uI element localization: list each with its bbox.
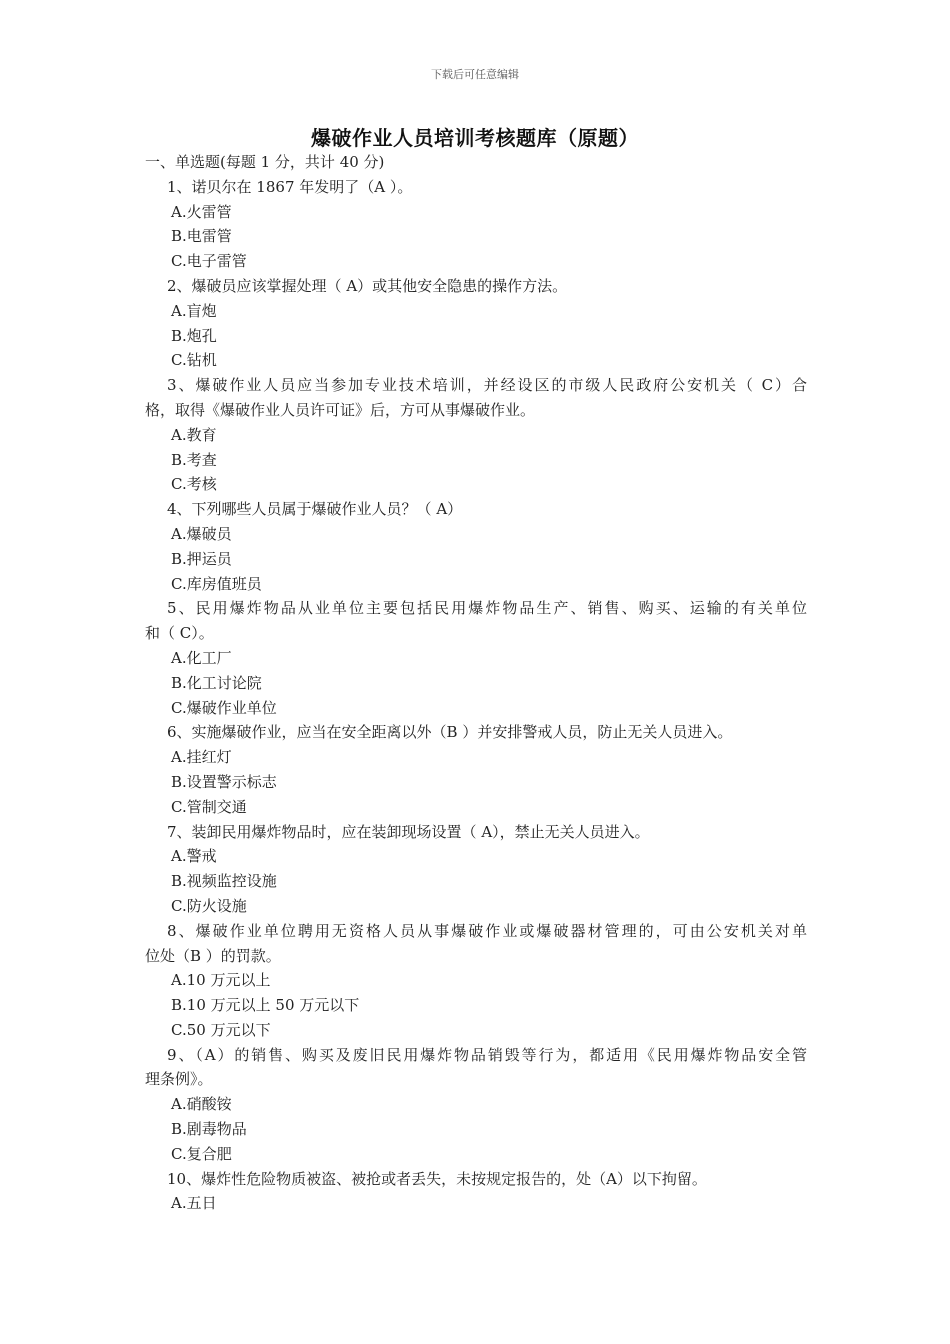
answer-option: C.考核 (171, 475, 217, 494)
question-text-continued: 位处（B ）的罚款。 (145, 946, 281, 965)
answer-option: C.50 万元以下 (171, 1020, 271, 1039)
answer-option: A.火雷管 (171, 202, 232, 221)
answer-option: A.挂红灯 (171, 748, 232, 767)
answer-option: C.库房值班员 (171, 574, 262, 593)
answer-option: B.电雷管 (171, 227, 232, 246)
question-text: 3、爆破作业人员应当参加专业技术培训，并经设区的市级人民政府公安机关（ C）合 (167, 376, 807, 395)
document-title: 爆破作业人员培训考核题库（原题） (311, 126, 639, 150)
question-text: 8、爆破作业单位聘用无资格人员从事爆破作业或爆破器材管理的，可由公安机关对单 (167, 921, 807, 940)
answer-option: B.炮孔 (171, 326, 217, 345)
answer-option: B.10 万元以上 50 万元以下 (171, 996, 360, 1015)
answer-option: B.考查 (171, 450, 217, 469)
question-text: 6、实施爆破作业，应当在安全距离以外（B ）并安排警戒人员，防止无关人员进入。 (167, 723, 733, 742)
question-text: 2、爆破员应该掌握处理（ A）或其他安全隐患的操作方法。 (167, 276, 568, 295)
question-item (145, 720, 807, 819)
answer-option: B.设置警示标志 (171, 772, 277, 791)
question-text: 5、民用爆炸物品从业单位主要包括民用爆炸物品生产、销售、购买、运输的有关单位 (167, 599, 807, 618)
answer-option: A.警戒 (171, 847, 217, 866)
answer-option: A.五日 (171, 1194, 217, 1213)
answer-option: C.复合肥 (171, 1144, 232, 1163)
answer-option: B.化工讨论院 (171, 673, 262, 692)
question-item (145, 820, 807, 919)
question-text-continued: 格，取得《爆破作业人员许可证》后，方可从事爆破作业。 (145, 400, 536, 419)
question-item (145, 274, 807, 373)
section-heading: 一、单选题(每题 1 分，共计 40 分) (145, 153, 385, 171)
answer-option: A.盲炮 (171, 301, 217, 320)
question-text: 4、下列哪些人员属于爆破作业人员？（ A） (167, 500, 463, 519)
answer-option: A.教育 (171, 425, 217, 444)
question-item (145, 919, 807, 1043)
page-header: 下载后可任意编辑 (431, 68, 519, 81)
question-item (145, 497, 807, 596)
answer-option: B.视频监控设施 (171, 872, 277, 891)
question-item (145, 1167, 807, 1217)
answer-option: A.化工厂 (171, 648, 232, 667)
answer-option: C.防火设施 (171, 896, 247, 915)
question-item (145, 175, 807, 274)
answer-option: A.硝酸铵 (171, 1095, 232, 1114)
question-text: 9、（A）的销售、购买及废旧民用爆炸物品销毁等行为，都适用《民用爆炸物品安全管 (167, 1045, 807, 1064)
question-item (145, 596, 807, 720)
answer-option: B.剧毒物品 (171, 1120, 247, 1139)
answer-option: C.爆破作业单位 (171, 698, 277, 717)
answer-option: B.押运员 (171, 549, 232, 568)
question-text-continued: 和（ C）。 (145, 624, 214, 643)
answer-option: A.10 万元以上 (171, 971, 271, 990)
answer-option: C.管制交通 (171, 797, 247, 816)
question-item (145, 373, 807, 497)
question-item (145, 1043, 807, 1167)
question-text: 7、装卸民用爆炸物品时，应在装卸现场设置（ A），禁止无关人员进入。 (167, 822, 650, 841)
answer-option: A.爆破员 (171, 524, 232, 543)
answer-option: C.电子雷管 (171, 252, 247, 271)
answer-option: C.钻机 (171, 351, 217, 370)
question-text: 1、诺贝尔在 1867 年发明了（A ）。 (167, 177, 413, 196)
question-text-continued: 理条例》。 (145, 1070, 213, 1089)
question-list (145, 150, 807, 1216)
question-text: 10、爆炸性危险物质被盗、被抢或者丢失，未按规定报告的，处（A）以下拘留。 (167, 1169, 707, 1188)
